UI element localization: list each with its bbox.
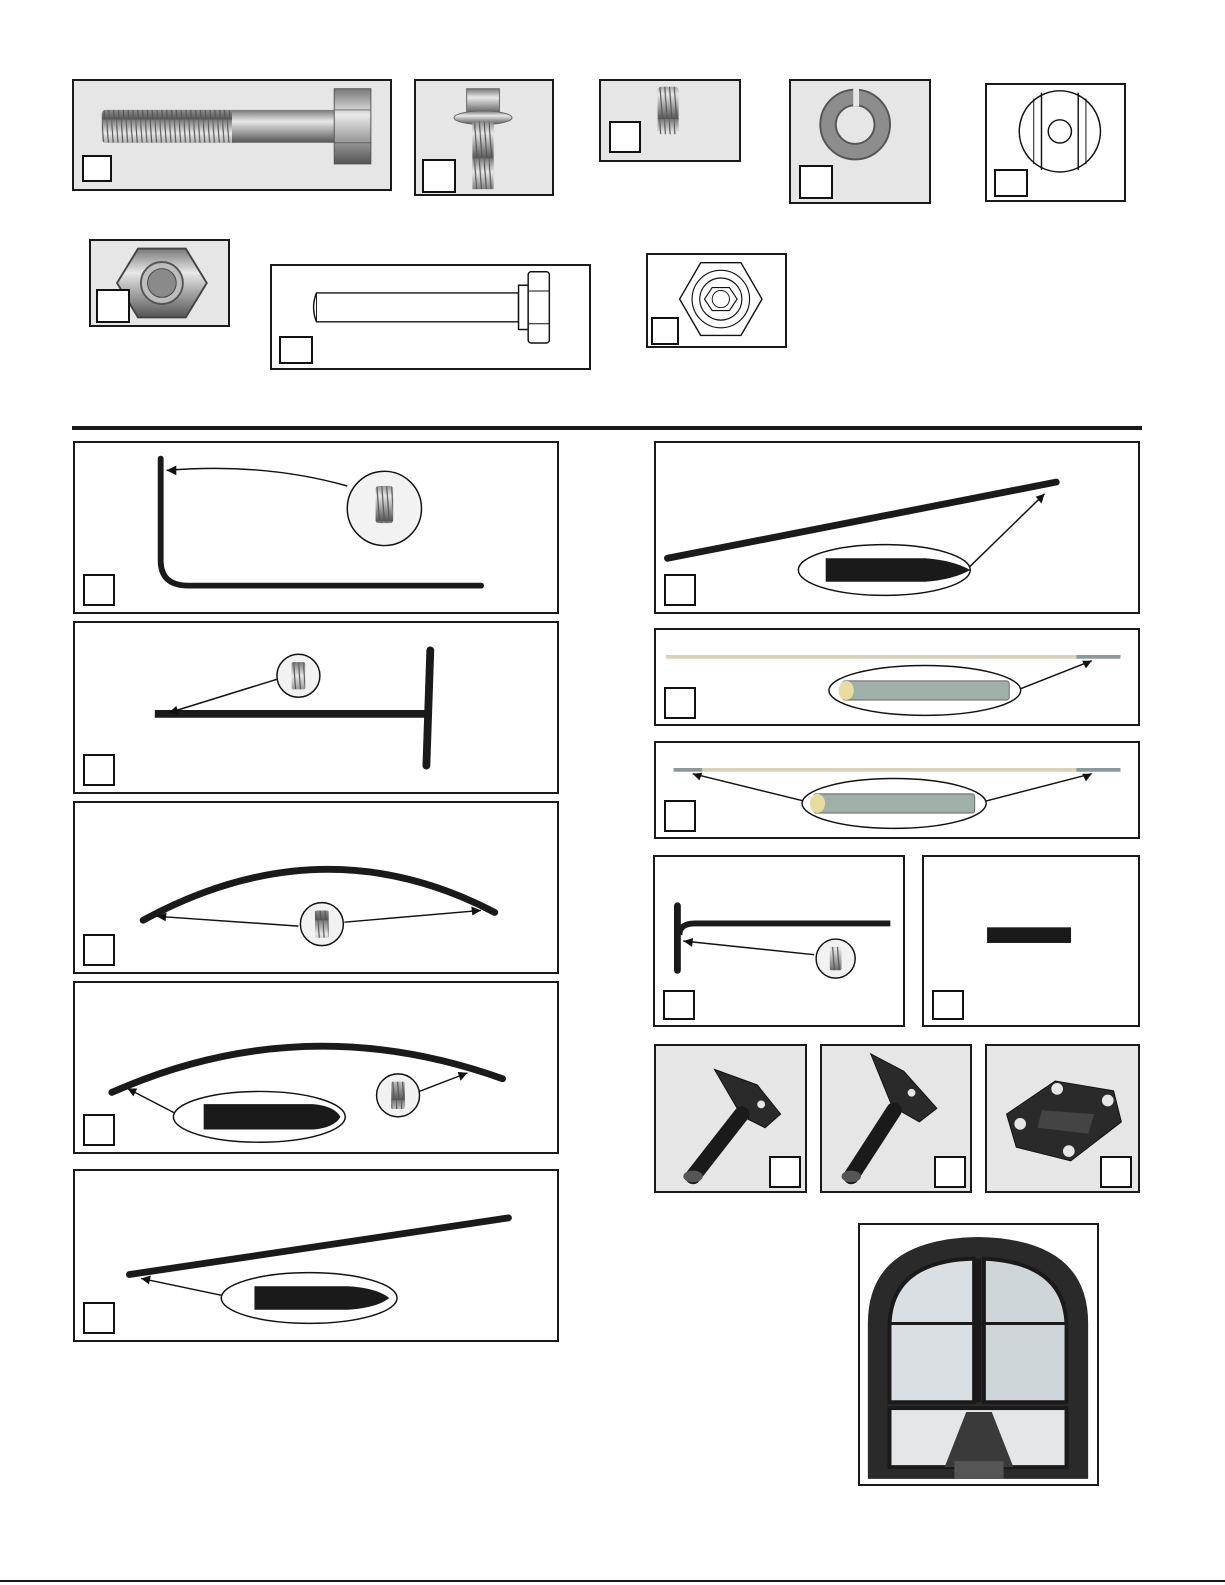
rod-icon bbox=[656, 743, 1138, 837]
bent-tube-icon bbox=[75, 443, 557, 612]
arc-tube-icon bbox=[75, 803, 557, 972]
hex-nut-panel bbox=[89, 239, 230, 327]
part-label-box bbox=[83, 934, 115, 966]
part-label-box bbox=[664, 687, 696, 719]
section-divider bbox=[72, 426, 1142, 430]
straight-tube-icon bbox=[75, 1171, 557, 1340]
cab-enclosure-photo bbox=[858, 1223, 1099, 1486]
flange-screw-panel bbox=[414, 79, 554, 196]
rod-double-panel bbox=[654, 741, 1140, 839]
bent-tube-panel bbox=[73, 441, 559, 614]
part-label-box bbox=[664, 800, 696, 832]
part-label-box bbox=[994, 169, 1028, 197]
part-label-box bbox=[83, 1302, 115, 1334]
t-tube-panel bbox=[73, 621, 559, 794]
part-label-box bbox=[83, 1114, 115, 1146]
short-tube-panel bbox=[922, 855, 1140, 1027]
part-label-box bbox=[799, 165, 833, 199]
flat-washer-panel bbox=[985, 83, 1126, 202]
rod-icon bbox=[656, 630, 1138, 724]
part-label-box bbox=[934, 1156, 966, 1188]
part-label-box bbox=[422, 159, 456, 193]
cab-enclosure-icon bbox=[860, 1225, 1097, 1484]
part-label-box bbox=[769, 1156, 801, 1188]
part-label-box bbox=[651, 317, 679, 345]
mount-plate-panel bbox=[985, 1044, 1140, 1193]
part-label-box bbox=[96, 289, 130, 323]
hex-bolt-icon bbox=[74, 81, 390, 189]
straight-tube-swaged-right-panel bbox=[654, 441, 1140, 614]
part-label-box bbox=[83, 574, 115, 606]
mount-bracket-left-panel bbox=[654, 1044, 807, 1193]
hex-bolt-panel bbox=[72, 79, 392, 191]
arc-tube-swaged-icon bbox=[75, 983, 557, 1152]
rod-single-panel bbox=[654, 628, 1140, 726]
lock-nut-panel bbox=[646, 253, 787, 348]
part-label-box bbox=[82, 155, 112, 182]
lock-washer-panel bbox=[789, 79, 931, 204]
arc-tube-swaged-panel bbox=[73, 981, 559, 1154]
part-label-box bbox=[932, 990, 964, 1020]
straight-tube-icon bbox=[656, 443, 1138, 612]
long-bolt-icon bbox=[272, 266, 589, 368]
straight-tube-swaged-left-panel bbox=[73, 1169, 559, 1342]
part-label-box bbox=[664, 574, 696, 606]
part-label-box bbox=[279, 336, 313, 364]
part-label-box bbox=[83, 754, 115, 786]
long-bolt-panel bbox=[270, 264, 591, 370]
page-bottom-rule bbox=[0, 1580, 1225, 1582]
set-screw-panel bbox=[599, 79, 741, 162]
part-label-box bbox=[1100, 1156, 1132, 1188]
arc-tube-panel bbox=[73, 801, 559, 974]
t-tube-icon bbox=[75, 623, 557, 792]
part-label-box bbox=[609, 121, 641, 153]
part-label-box bbox=[663, 990, 695, 1020]
mount-bracket-right-panel bbox=[820, 1044, 972, 1193]
t-handle-tube-panel bbox=[653, 855, 905, 1027]
